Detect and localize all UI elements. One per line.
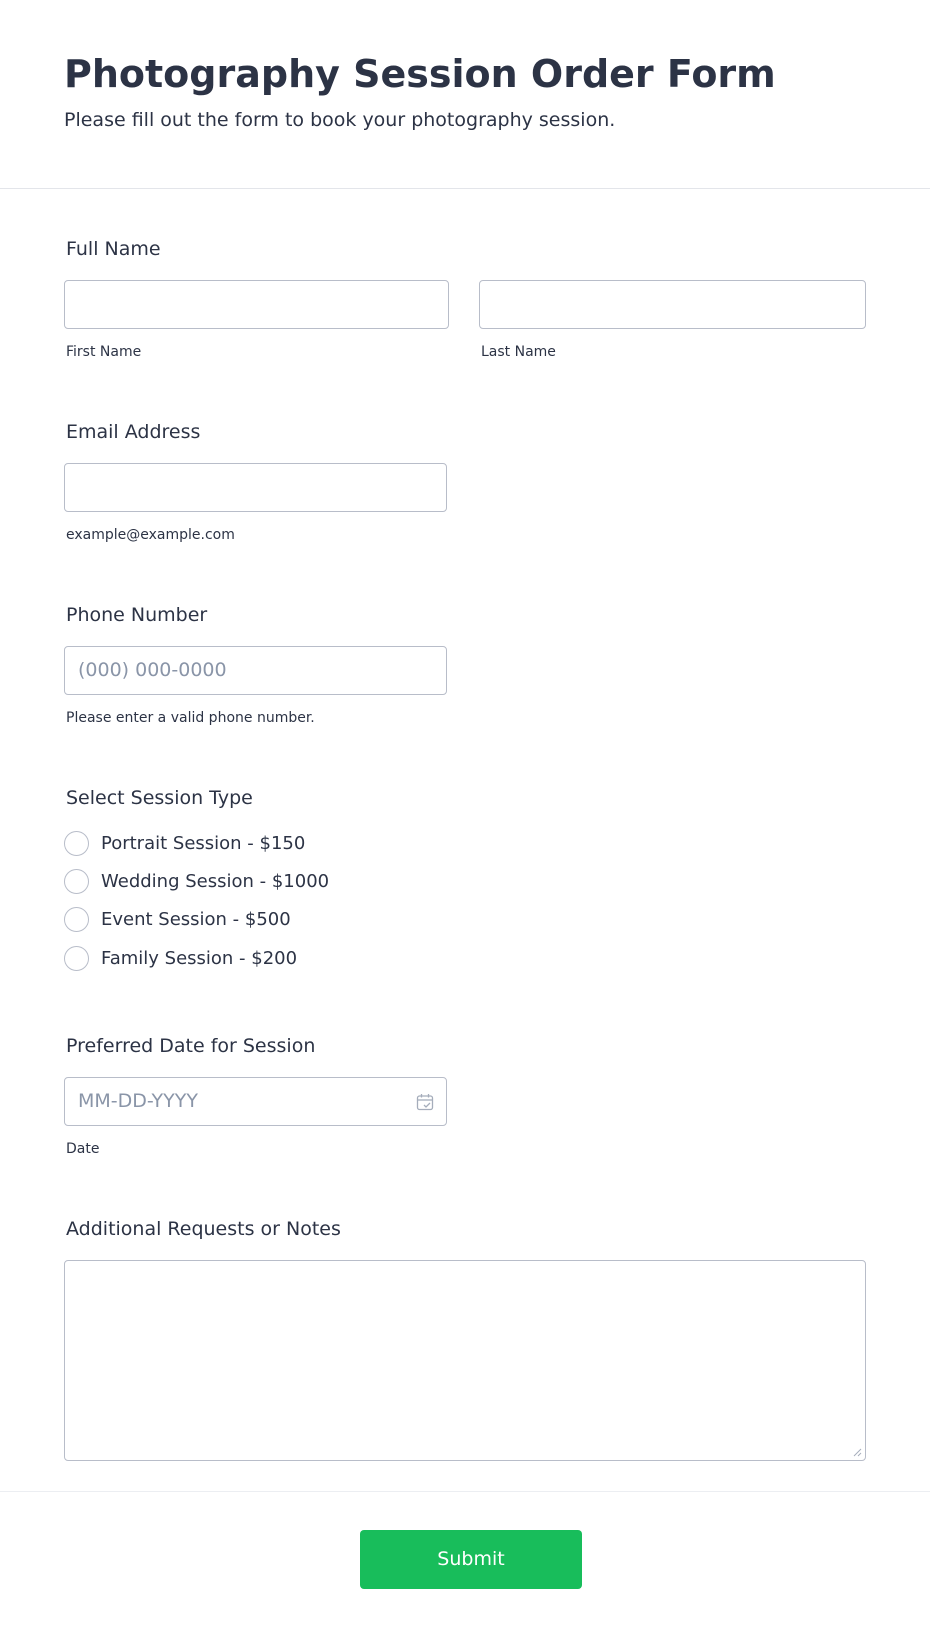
form-header bbox=[0, 0, 930, 189]
first-name-input[interactable] bbox=[64, 280, 449, 329]
phone-label: Phone Number bbox=[66, 604, 208, 626]
radio-button[interactable] bbox=[64, 946, 89, 971]
phone-sublabel: Please enter a valid phone number. bbox=[66, 710, 315, 726]
date-input[interactable] bbox=[64, 1077, 447, 1126]
last-name-input[interactable] bbox=[479, 280, 866, 329]
submit-button[interactable]: Submit bbox=[360, 1530, 582, 1589]
radio-option-family[interactable] bbox=[64, 946, 364, 972]
radio-button[interactable] bbox=[64, 831, 89, 856]
first-name-sublabel: First Name bbox=[66, 344, 142, 360]
radio-label[interactable]: Wedding Session - $1000 bbox=[101, 871, 330, 892]
radio-option-portrait[interactable] bbox=[64, 831, 364, 857]
phone-input[interactable] bbox=[64, 646, 447, 695]
page-subtitle: Please fill out the form to book your photography session. bbox=[64, 109, 616, 131]
radio-label[interactable]: Family Session - $200 bbox=[101, 948, 298, 969]
email-input[interactable] bbox=[64, 463, 447, 512]
radio-option-event[interactable] bbox=[64, 907, 364, 933]
phone-placeholder: (000) 000-0000 bbox=[78, 659, 227, 681]
page-title: Photography Session Order Form bbox=[64, 52, 776, 96]
email-label: Email Address bbox=[66, 421, 201, 443]
notes-textarea[interactable] bbox=[64, 1260, 866, 1461]
full-name-label: Full Name bbox=[66, 238, 161, 260]
date-sublabel: Date bbox=[66, 1141, 100, 1157]
radio-label[interactable]: Portrait Session - $150 bbox=[101, 833, 306, 854]
date-placeholder: MM-DD-YYYY bbox=[78, 1090, 198, 1112]
radio-option-wedding[interactable] bbox=[64, 869, 364, 895]
radio-button[interactable] bbox=[64, 869, 89, 894]
resize-handle-icon[interactable] bbox=[852, 1447, 862, 1457]
email-sublabel: example@example.com bbox=[66, 527, 235, 543]
date-label: Preferred Date for Session bbox=[66, 1035, 316, 1057]
footer-divider bbox=[0, 1491, 930, 1492]
notes-label: Additional Requests or Notes bbox=[66, 1218, 341, 1240]
calendar-icon[interactable] bbox=[416, 1093, 434, 1111]
session-type-label: Select Session Type bbox=[66, 787, 253, 809]
radio-label[interactable]: Event Session - $500 bbox=[101, 909, 291, 930]
last-name-sublabel: Last Name bbox=[481, 344, 556, 360]
radio-button[interactable] bbox=[64, 907, 89, 932]
